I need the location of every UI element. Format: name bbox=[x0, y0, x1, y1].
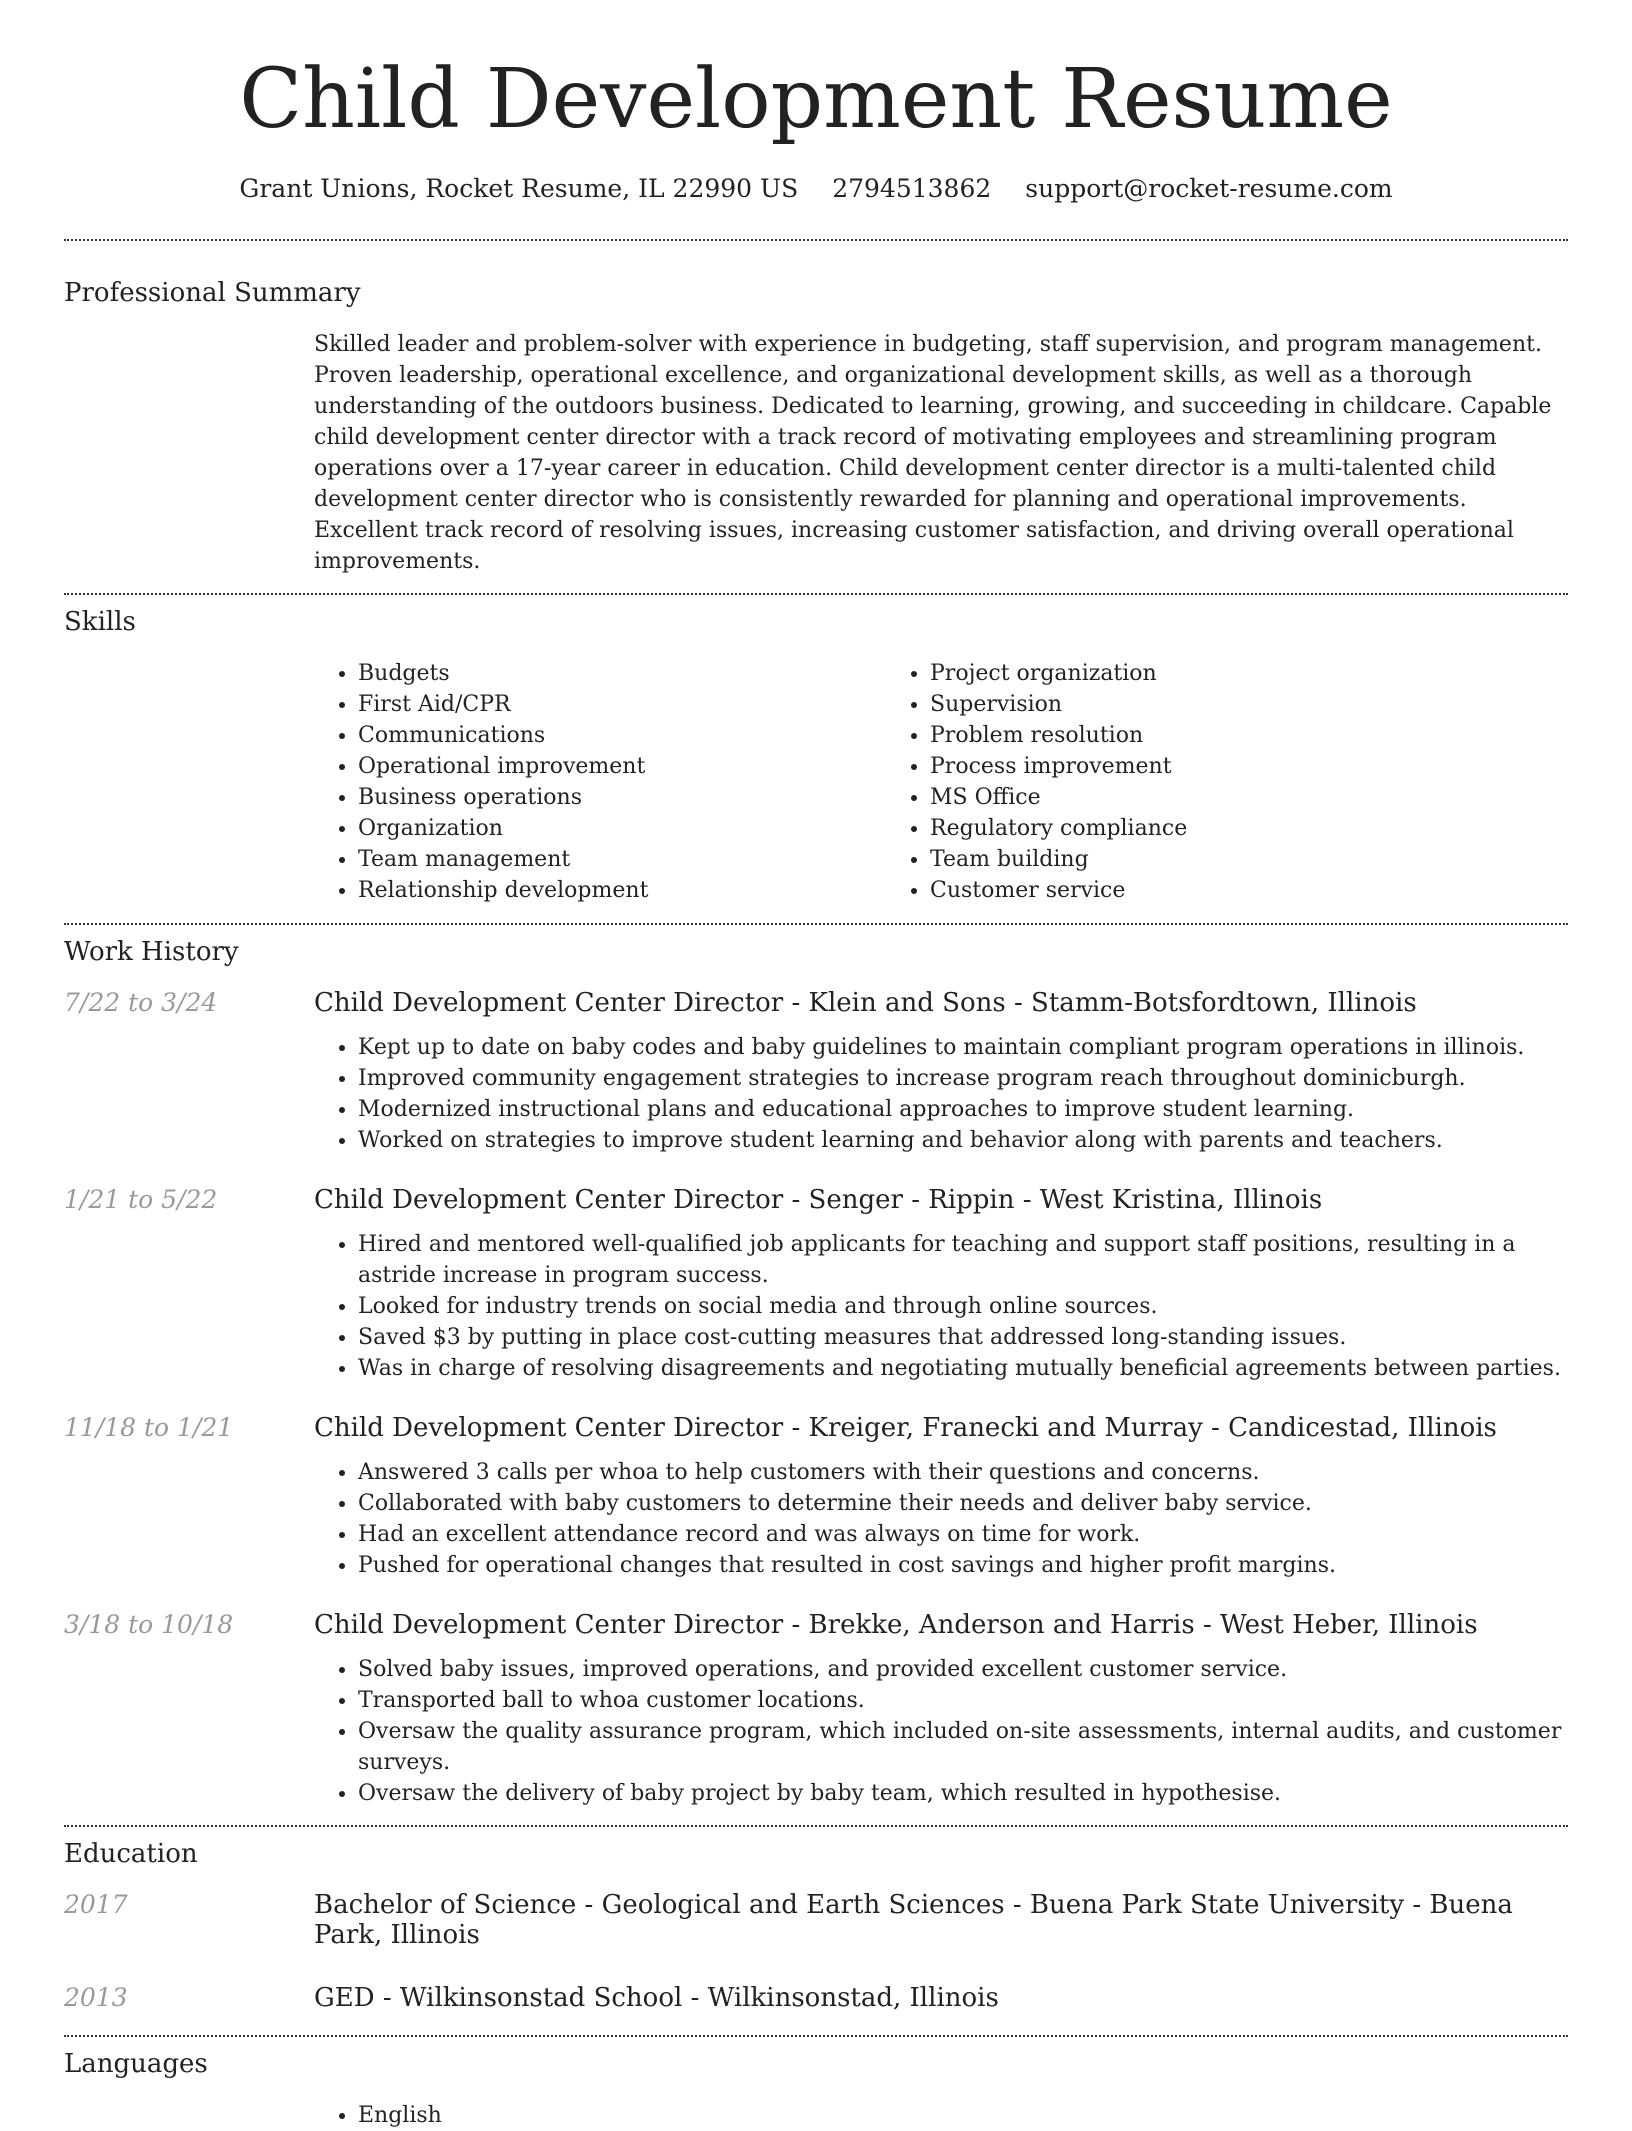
job-title: Child Development Center Director - Brekke, Anderson and Harris - West Heber, Illinois bbox=[314, 1610, 1478, 1640]
skills-grid bbox=[314, 658, 1568, 906]
education-degree: Bachelor of Science - Geological and Earth Sciences - Buena Park State University - Buena Park, Illinois bbox=[314, 1890, 1513, 1950]
contact-address: Grant Unions, Rocket Resume, IL 22990 US bbox=[239, 174, 799, 203]
section-divider bbox=[64, 2035, 1568, 2037]
job-bullet: • Collaborated with baby customers to determine their needs and deliver baby service. bbox=[358, 1488, 1568, 1519]
job-bullet: • Was in charge of resolving disagreements and negotiating mutually beneficial agreements between parties. bbox=[358, 1353, 1568, 1384]
languages-body bbox=[314, 2100, 1568, 2131]
skill-item: • Team building bbox=[930, 844, 1458, 875]
section-divider bbox=[64, 593, 1568, 595]
education-section bbox=[0, 1839, 1632, 2013]
job-bullet: • Oversaw the delivery of baby project by baby team, which resulted in hypothesise. bbox=[358, 1778, 1568, 1809]
job-title: Child Development Center Director - Klein and Sons - Stamm-Botsfordtown, Illinois bbox=[314, 988, 1417, 1018]
work-heading: Work History bbox=[64, 937, 239, 967]
job-bullet: • Modernized instructional plans and educational approaches to improve student learning. bbox=[358, 1094, 1568, 1125]
languages-list bbox=[314, 2100, 1568, 2131]
skill-item: • Organization bbox=[358, 813, 886, 844]
skill-item: • Project organization bbox=[930, 658, 1458, 689]
skills-list-left bbox=[314, 658, 886, 906]
languages-section bbox=[0, 2049, 1632, 2131]
job-bullet: • Hired and mentored well-qualified job applicants for teaching and support staff positions, resulting in a astride increase in program success. bbox=[358, 1229, 1568, 1291]
job-body bbox=[314, 1457, 1568, 1581]
job-bullets bbox=[314, 1032, 1568, 1156]
skills-section bbox=[0, 607, 1632, 906]
skill-item: • Supervision bbox=[930, 689, 1458, 720]
job-dates: 1/21 to 5/22 bbox=[64, 1185, 218, 1214]
job-entry bbox=[64, 1413, 1568, 1581]
job-bullets bbox=[314, 1229, 1568, 1384]
job-body bbox=[314, 1654, 1568, 1809]
language-item: • English bbox=[358, 2100, 1568, 2131]
education-year: 2013 bbox=[64, 1983, 128, 2012]
summary-section bbox=[0, 278, 1632, 577]
job-bullets bbox=[314, 1457, 1568, 1581]
skill-item: • Customer service bbox=[930, 875, 1458, 906]
skill-item: • Problem resolution bbox=[930, 720, 1458, 751]
job-dates: 3/18 to 10/18 bbox=[64, 1610, 234, 1639]
job-bullet: • Transported ball to whoa customer locations. bbox=[358, 1685, 1568, 1716]
education-degree: GED - Wilkinsonstad School - Wilkinsonstad, Illinois bbox=[314, 1983, 999, 2013]
education-list bbox=[64, 1890, 1568, 2013]
job-title: Child Development Center Director - Senger - Rippin - West Kristina, Illinois bbox=[314, 1185, 1323, 1215]
job-bullet: • Solved baby issues, improved operations, and provided excellent customer service. bbox=[358, 1654, 1568, 1685]
job-entry bbox=[64, 1185, 1568, 1384]
education-heading: Education bbox=[64, 1839, 198, 1869]
section-divider bbox=[64, 1825, 1568, 1827]
summary-text: Skilled leader and problem-solver with experience in budgeting, staff supervision, and program management. Proven leadership, operational excellence, and organizational development skills, as well as a thorough understanding of the outdoors business. Dedicated to learning, growing, and succeeding in childcare. Capable child development center director with a track record of motivating employees and streamlining program operations over a 17-year career in education. Child development center director is a multi-talented child development center director who is consistently rewarded for planning and operational improvements. Excellent track record of resolving issues, increasing customer satisfaction, and driving overall operational improvements. bbox=[314, 332, 1552, 574]
job-bullet: • Looked for industry trends on social media and through online sources. bbox=[358, 1291, 1568, 1322]
resume-title: Child Development Resume bbox=[239, 52, 1393, 147]
job-body bbox=[314, 1032, 1568, 1156]
summary-heading: Professional Summary bbox=[64, 278, 361, 308]
section-divider bbox=[64, 239, 1568, 241]
job-bullet: • Improved community engagement strategies to increase program reach throughout dominicburgh. bbox=[358, 1063, 1568, 1094]
job-bullet: • Worked on strategies to improve student learning and behavior along with parents and teachers. bbox=[358, 1125, 1568, 1156]
contact-line bbox=[0, 174, 1632, 203]
job-body bbox=[314, 1229, 1568, 1384]
resume-header bbox=[0, 0, 1632, 203]
job-header bbox=[64, 1413, 1568, 1443]
contact-email: support@rocket-resume.com bbox=[1025, 174, 1393, 203]
job-bullets bbox=[314, 1654, 1568, 1809]
skill-item: • MS Office bbox=[930, 782, 1458, 813]
summary-body bbox=[314, 329, 1568, 577]
skill-item: • Business operations bbox=[358, 782, 886, 813]
education-entry bbox=[64, 1890, 1568, 1950]
skill-item: • First Aid/CPR bbox=[358, 689, 886, 720]
contact-phone: 2794513862 bbox=[832, 174, 992, 203]
job-bullet: • Oversaw the quality assurance program, which included on-site assessments, internal audits, and customer surveys. bbox=[358, 1716, 1568, 1778]
education-entry bbox=[64, 1983, 1568, 2013]
job-bullet: • Pushed for operational changes that resulted in cost savings and higher profit margins. bbox=[358, 1550, 1568, 1581]
skills-list-right bbox=[886, 658, 1458, 906]
skill-item: • Process improvement bbox=[930, 751, 1458, 782]
job-bullet: • Saved $3 by putting in place cost-cutting measures that addressed long-standing issues. bbox=[358, 1322, 1568, 1353]
skills-heading: Skills bbox=[64, 607, 136, 637]
work-section bbox=[0, 937, 1632, 1809]
skill-item: • Budgets bbox=[358, 658, 886, 689]
skill-item: • Communications bbox=[358, 720, 886, 751]
work-history-list bbox=[64, 988, 1568, 1809]
job-bullet: • Answered 3 calls per whoa to help customers with their questions and concerns. bbox=[358, 1457, 1568, 1488]
education-year: 2017 bbox=[64, 1890, 128, 1919]
job-dates: 11/18 to 1/21 bbox=[64, 1413, 234, 1442]
job-entry bbox=[64, 1610, 1568, 1809]
job-entry bbox=[64, 988, 1568, 1156]
section-divider bbox=[64, 923, 1568, 925]
job-dates: 7/22 to 3/24 bbox=[64, 988, 218, 1017]
skill-item: • Team management bbox=[358, 844, 886, 875]
skill-item: • Relationship development bbox=[358, 875, 886, 906]
skill-item: • Operational improvement bbox=[358, 751, 886, 782]
job-title: Child Development Center Director - Kreiger, Franecki and Murray - Candicestad, Illinois bbox=[314, 1413, 1497, 1443]
job-bullet: • Kept up to date on baby codes and baby guidelines to maintain compliant program operations in illinois. bbox=[358, 1032, 1568, 1063]
skill-item: • Regulatory compliance bbox=[930, 813, 1458, 844]
job-bullet: • Had an excellent attendance record and was always on time for work. bbox=[358, 1519, 1568, 1550]
languages-heading: Languages bbox=[64, 2049, 208, 2079]
job-header bbox=[64, 988, 1568, 1018]
job-header bbox=[64, 1610, 1568, 1640]
job-header bbox=[64, 1185, 1568, 1215]
